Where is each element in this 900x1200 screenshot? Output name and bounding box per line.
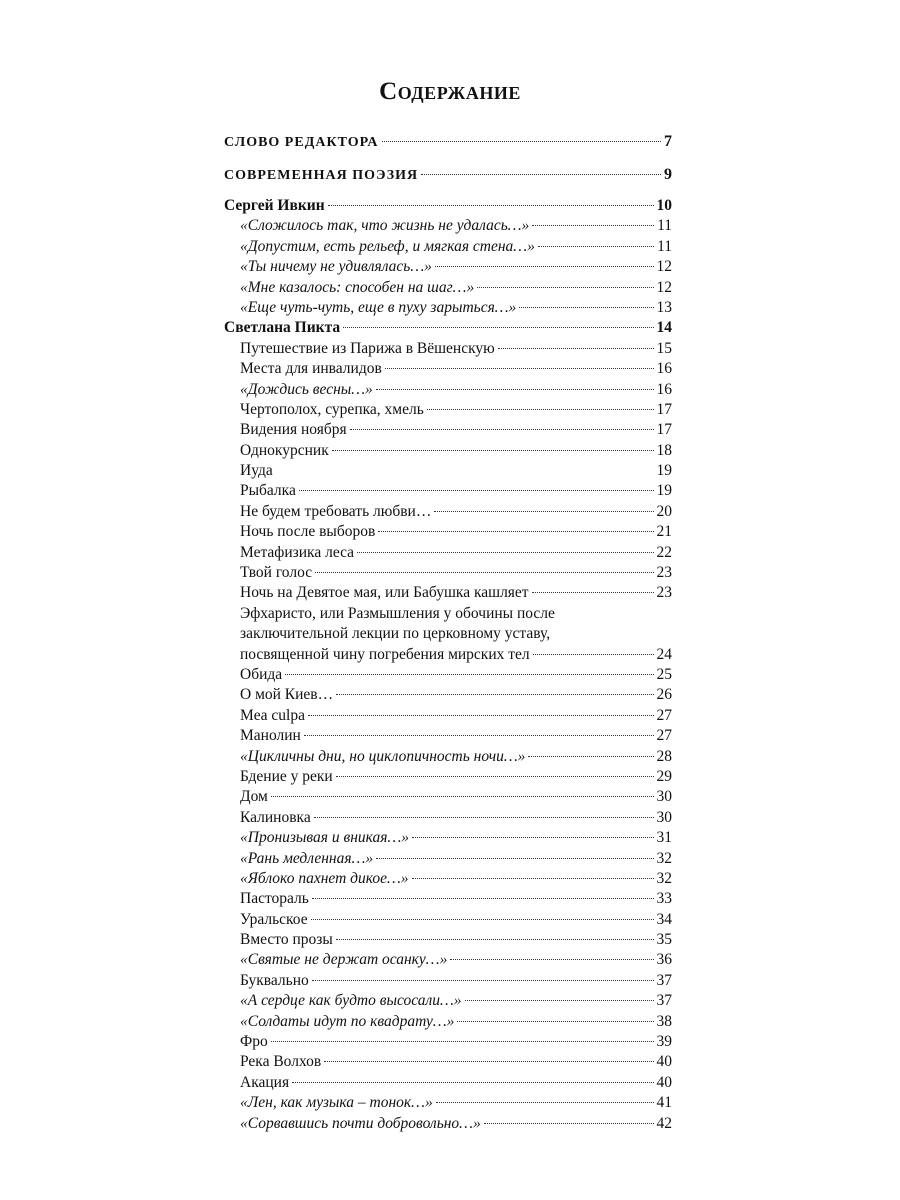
toc-work[interactable]	[224, 420, 672, 440]
toc-page-number: 40	[656, 1073, 672, 1091]
dot-leader	[376, 389, 654, 390]
toc-work-multiline[interactable]	[224, 604, 672, 665]
toc-page-number: 30	[656, 808, 672, 826]
toc-entry-title: «Рань медленная…»	[240, 849, 374, 867]
toc-entry-title: Однокурсник	[240, 441, 329, 459]
dot-leader	[450, 959, 653, 960]
dot-leader	[324, 1061, 653, 1062]
toc-work[interactable]	[224, 461, 672, 481]
toc-entry-title: СОВРЕМЕННАЯ ПОЭЗИЯ	[224, 168, 419, 183]
toc-entry-title: «Лен, как музыка – тонок…»	[240, 1094, 433, 1112]
toc-author[interactable]	[224, 318, 672, 338]
dot-leader	[285, 674, 653, 675]
dot-leader	[412, 837, 653, 838]
toc-work[interactable]	[224, 257, 672, 277]
dot-leader	[533, 654, 654, 655]
toc-entry-title: «Солдаты идут по квадрату…»	[240, 1012, 455, 1030]
toc-work[interactable]	[224, 971, 672, 991]
toc-section[interactable]	[224, 130, 672, 154]
toc-entry-title: «Допустим, есть рельеф, и мягкая стена…»	[240, 237, 535, 255]
toc-work[interactable]	[224, 991, 672, 1011]
dot-leader	[271, 1041, 654, 1042]
toc-author[interactable]	[224, 196, 672, 216]
toc-work[interactable]	[224, 380, 672, 400]
toc-work[interactable]	[224, 583, 672, 603]
toc-entry-title: Видения ноября	[240, 421, 347, 439]
toc-work[interactable]	[224, 278, 672, 298]
toc-work[interactable]	[224, 787, 672, 807]
toc-page-number: 23	[656, 564, 672, 582]
dot-leader	[532, 225, 654, 226]
dot-leader	[336, 939, 654, 940]
toc-entry-title: Калиновка	[240, 808, 311, 826]
toc-work[interactable]	[224, 339, 672, 359]
toc-page-number: 20	[656, 502, 672, 520]
toc-work[interactable]	[224, 359, 672, 379]
toc-page-number: 9	[664, 166, 672, 183]
toc-page-number: 40	[656, 1053, 672, 1071]
toc-work[interactable]	[224, 441, 672, 461]
toc-page-number: 16	[656, 380, 672, 398]
toc-work[interactable]	[224, 950, 672, 970]
toc-work[interactable]	[224, 216, 672, 236]
toc-entry-title: «Цикличны дни, но циклопичность ночи…»	[240, 747, 526, 765]
toc-page-number: 27	[656, 706, 672, 724]
toc-page-number: 31	[656, 829, 672, 847]
toc-entry-title: Фро	[240, 1033, 268, 1051]
toc-entry-title: «Сложилось так, что жизнь не удалась…»	[240, 217, 530, 235]
toc-page-number: 32	[656, 849, 672, 867]
toc-page-number: 41	[656, 1094, 672, 1112]
page-title: Содержание	[379, 78, 521, 105]
toc-work[interactable]	[224, 767, 672, 787]
toc-page-number: 33	[656, 890, 672, 908]
toc-entry-title: «Святые не держат осанку…»	[240, 951, 448, 969]
toc-page-number: 11	[657, 217, 672, 235]
toc-page-number: 18	[656, 441, 672, 459]
toc-work[interactable]	[224, 910, 672, 930]
toc-page-number: 29	[656, 767, 672, 785]
toc-entry-title: Mea culpa	[240, 706, 305, 724]
toc-work[interactable]	[224, 237, 672, 257]
toc-entry-title: Бдение у реки	[240, 767, 333, 785]
dot-leader	[382, 141, 661, 142]
dot-leader	[434, 511, 653, 512]
toc-entry-title: Уральское	[240, 910, 308, 928]
toc-entry-title: Сергей Ивкин	[224, 197, 325, 214]
dot-leader	[315, 572, 653, 573]
toc-entry-title: «Дождись весны…»	[240, 380, 373, 398]
toc-entry-title: «А сердце как будто высосали…»	[240, 992, 462, 1010]
toc-work[interactable]	[224, 481, 672, 501]
toc-page-number: 12	[656, 258, 672, 276]
dot-leader	[336, 694, 653, 695]
toc-page-number: 17	[656, 421, 672, 439]
toc-work[interactable]	[224, 522, 672, 542]
toc-entry-title: Ночь после выборов	[240, 523, 376, 541]
toc-entry-title: Манолин	[240, 727, 301, 745]
toc-page-number: 27	[656, 727, 672, 745]
toc-page-number: 37	[656, 971, 672, 989]
toc-entry-title: Река Волхов	[240, 1053, 322, 1071]
dot-leader	[304, 735, 654, 736]
dot-leader	[412, 878, 654, 879]
dot-leader	[465, 1000, 654, 1001]
toc-work[interactable]	[224, 1093, 672, 1113]
toc-page-number: 14	[656, 319, 672, 337]
toc-entry-title: «Еще чуть-чуть, еще в пуху зарыться…»	[240, 298, 517, 316]
dot-leader	[292, 1082, 653, 1083]
toc-entry-title: Буквально	[240, 971, 309, 989]
toc-work[interactable]	[224, 400, 672, 420]
toc-page-number: 25	[656, 665, 672, 683]
dot-leader	[312, 980, 654, 981]
toc-work[interactable]	[224, 502, 672, 522]
toc-entry-title-line: Эфхаристо, или Размышления у обочины после	[240, 604, 555, 622]
toc-entry-title: Светлана Пикта	[224, 319, 341, 337]
toc-entry-title: Ночь на Девятое мая, или Бабушка кашляет	[240, 584, 529, 602]
toc-entry-title: Дом	[240, 788, 268, 806]
toc-page-number: 34	[656, 910, 672, 928]
dot-leader	[376, 858, 653, 859]
dot-leader	[332, 450, 654, 451]
dot-leader	[336, 776, 654, 777]
toc-page-number: 22	[656, 543, 672, 561]
toc-page-number: 19	[656, 482, 672, 500]
dot-leader	[357, 552, 653, 553]
dot-leader	[436, 1102, 654, 1103]
toc-work[interactable]	[224, 706, 672, 726]
toc-entry-title: Обида	[240, 665, 283, 683]
toc-entry-title: Метафизика леса	[240, 543, 355, 561]
toc-page-number: 21	[656, 523, 672, 541]
toc-page-number: 15	[656, 339, 672, 357]
toc-work[interactable]	[224, 665, 672, 685]
toc-page-number: 13	[656, 298, 672, 316]
toc-entry-title: посвященной чину погребения мирских тел	[240, 645, 530, 663]
toc-entry-title: Пастораль	[240, 890, 309, 908]
toc-work[interactable]	[224, 747, 672, 767]
dot-leader	[328, 205, 654, 206]
toc-section[interactable]	[224, 163, 672, 187]
toc-entry-title: Рыбалка	[240, 482, 296, 500]
toc-page-number: 30	[656, 788, 672, 806]
dot-leader	[435, 266, 654, 267]
dot-leader	[312, 898, 654, 899]
dot-leader	[427, 409, 654, 410]
toc-entry-title: Чертополох, сурепка, хмель	[240, 400, 424, 418]
toc-entry-title: Твой голос	[240, 564, 313, 582]
toc-work[interactable]	[224, 1012, 672, 1032]
toc-page-number: 24	[656, 645, 672, 663]
dot-leader	[378, 531, 653, 532]
dot-leader	[484, 1123, 654, 1124]
toc-page-number: 16	[656, 360, 672, 378]
dot-leader	[343, 327, 653, 328]
toc-entry-title: Иуда	[240, 462, 273, 480]
toc-entry-title: Вместо прозы	[240, 931, 333, 949]
toc-entry-title: Акация	[240, 1073, 290, 1091]
toc-work[interactable]	[224, 869, 672, 889]
toc-page-number: 28	[656, 747, 672, 765]
dot-leader	[519, 307, 653, 308]
dot-leader	[350, 429, 654, 430]
toc-entry-title: Места для инвалидов	[240, 360, 382, 378]
toc-work[interactable]	[224, 726, 672, 746]
toc-entry-title: «Сорвавшись почти добровольно…»	[240, 1114, 481, 1132]
toc-page-number: 7	[664, 133, 672, 150]
dot-leader	[421, 174, 661, 175]
table-of-contents	[224, 130, 672, 1134]
toc-work[interactable]	[224, 685, 672, 705]
toc-work[interactable]	[224, 1052, 672, 1072]
toc-entry-title: Путешествие из Парижа в Вёшенскую	[240, 339, 495, 357]
toc-page-number: 23	[656, 584, 672, 602]
toc-work[interactable]	[224, 930, 672, 950]
toc-page-number: 39	[656, 1033, 672, 1051]
toc-page-number: 17	[656, 400, 672, 418]
dot-leader	[538, 246, 654, 247]
toc-page-number: 19	[656, 462, 672, 480]
toc-work[interactable]	[224, 849, 672, 869]
toc-entry-title: «Мне казалось: способен на шаг…»	[240, 278, 475, 296]
toc-entry-title: О мой Киев…	[240, 686, 334, 704]
dot-leader	[299, 490, 654, 491]
dot-leader	[308, 715, 654, 716]
toc-work[interactable]	[224, 1032, 672, 1052]
toc-page-number: 11	[657, 237, 672, 255]
dot-leader	[457, 1021, 653, 1022]
toc-entry-title: «Ты ничему не удивлялась…»	[240, 258, 432, 276]
toc-entry-title-line: заключительной лекции по церковному уставу,	[240, 625, 551, 643]
toc-page-number: 12	[656, 278, 672, 296]
toc-work[interactable]	[224, 543, 672, 563]
toc-work[interactable]	[224, 1114, 672, 1134]
dot-leader	[311, 919, 654, 920]
toc-work[interactable]	[224, 828, 672, 848]
toc-page-number: 35	[656, 931, 672, 949]
toc-entry-title: «Яблоко пахнет дикое…»	[240, 869, 409, 887]
dot-leader	[477, 287, 653, 288]
toc-entry-title-line	[240, 645, 672, 665]
dot-leader	[498, 348, 654, 349]
toc-work[interactable]	[224, 808, 672, 828]
toc-work[interactable]	[224, 298, 672, 318]
toc-page-number: 37	[656, 992, 672, 1010]
toc-page-number: 42	[656, 1114, 672, 1132]
toc-work[interactable]	[224, 889, 672, 909]
dot-leader	[271, 796, 654, 797]
toc-page-number: 26	[656, 686, 672, 704]
toc-page-number: 32	[656, 869, 672, 887]
toc-work[interactable]	[224, 563, 672, 583]
toc-page-number: 36	[656, 951, 672, 969]
dot-leader	[385, 368, 654, 369]
dot-leader	[532, 592, 654, 593]
toc-page-number: 38	[656, 1012, 672, 1030]
dot-leader	[528, 756, 653, 757]
toc-work[interactable]	[224, 1073, 672, 1093]
toc-entry-title: СЛОВО РЕДАКТОРА	[224, 135, 379, 150]
toc-entry-title: «Пронизывая и вникая…»	[240, 829, 410, 847]
toc-page-number: 10	[656, 197, 672, 214]
dot-leader	[314, 817, 654, 818]
toc-entry-title: Не будем требовать любви…	[240, 502, 432, 520]
